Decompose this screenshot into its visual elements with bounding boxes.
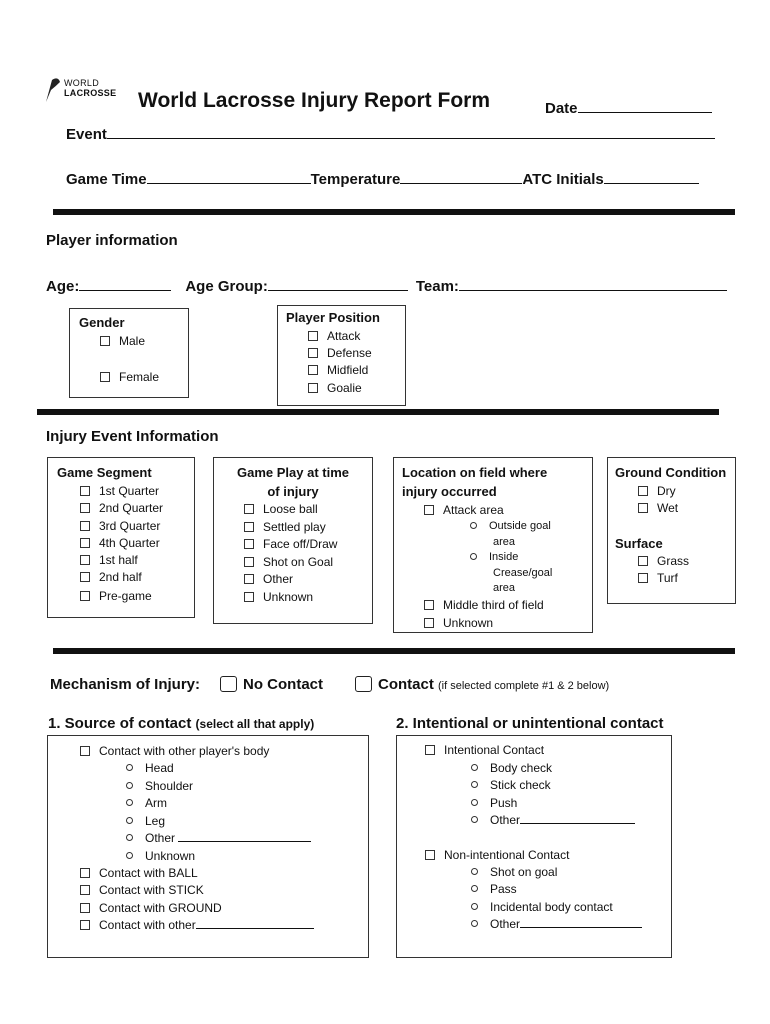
player-position-title: Player Position (286, 310, 380, 325)
radio-circle-icon[interactable] (126, 764, 133, 771)
location-title: Location on field where (402, 465, 548, 480)
gender-title: Gender (79, 315, 125, 330)
mechanism-label: Mechanism of Injury: (50, 676, 201, 693)
checkbox-icon[interactable] (80, 555, 90, 565)
ground-condition-title: Ground Condition (615, 465, 727, 480)
checkbox-icon[interactable] (308, 331, 318, 341)
gender-male-option[interactable]: Male (100, 334, 145, 348)
section-divider (53, 648, 735, 654)
age-label: Age: (46, 278, 80, 295)
segment-option[interactable]: 1st half (80, 553, 138, 567)
logo-wordmark: WORLD LACROSSE (64, 78, 117, 98)
surface-turf-option[interactable]: Turf (638, 571, 678, 585)
non-intentional-sub-option[interactable]: Incidental body contact (471, 900, 613, 914)
location-attack-option[interactable]: Attack area (424, 503, 504, 517)
source-title: 1. Source of contact (select all that apply) (48, 715, 315, 732)
position-midfield-option[interactable]: Midfield (308, 363, 368, 377)
checkbox-icon[interactable] (80, 920, 90, 930)
age-input[interactable] (79, 276, 171, 291)
checkbox-icon[interactable] (424, 600, 434, 610)
radio-circle-icon[interactable] (126, 834, 133, 841)
checkbox-icon[interactable] (80, 885, 90, 895)
radio-circle-icon[interactable] (126, 817, 133, 824)
position-goalie-option[interactable]: Goalie (308, 381, 362, 395)
surface-grass-option[interactable]: Grass (638, 554, 689, 568)
checkbox-icon[interactable] (638, 486, 648, 496)
ground-condition-box (607, 457, 736, 604)
age-group-label: Age Group: (185, 278, 268, 295)
body-part-other-option[interactable]: Other (126, 831, 311, 845)
checkbox-icon[interactable] (80, 746, 90, 756)
checkbox-icon[interactable] (638, 556, 648, 566)
player-position-box (277, 305, 406, 406)
no-contact-option[interactable]: No Contact (220, 676, 323, 693)
game-play-option[interactable]: Other (244, 572, 293, 586)
position-defense-option[interactable]: Defense (308, 346, 372, 360)
atc-initials-input[interactable] (604, 169, 699, 184)
radio-circle-icon[interactable] (471, 903, 478, 910)
location-middle-option[interactable]: Middle third of field (424, 598, 544, 612)
atc-initials-label: ATC Initials (522, 171, 604, 188)
gender-box (69, 308, 189, 398)
segment-option[interactable]: 2nd Quarter (80, 501, 163, 515)
checkbox-icon[interactable] (80, 903, 90, 913)
location-inside-crease-text: Crease/goal (493, 567, 553, 579)
intentional-sub-option[interactable]: Push (471, 796, 517, 810)
checkbox-icon[interactable] (80, 486, 90, 496)
lacrosse-stick-icon (42, 76, 64, 104)
source-ground-option[interactable]: Contact with GROUND (80, 901, 222, 915)
contact-option[interactable]: Contact (if selected complete #1 & 2 below) (355, 676, 609, 693)
checkbox-icon[interactable] (244, 522, 254, 532)
player-fields-row (46, 276, 727, 295)
section-divider (37, 409, 719, 415)
checkbox-icon[interactable] (424, 505, 434, 515)
checkbox-icon[interactable] (80, 503, 90, 513)
game-play-option[interactable]: Unknown (244, 590, 313, 604)
temperature-label: Temperature (310, 171, 401, 188)
checkbox-icon[interactable] (638, 503, 648, 513)
gender-female-option[interactable]: Female (100, 370, 159, 384)
checkbox-icon[interactable] (244, 557, 254, 567)
body-part-option[interactable]: Leg (126, 814, 165, 828)
checkbox-icon[interactable] (80, 591, 90, 601)
radio-circle-icon[interactable] (471, 885, 478, 892)
checkbox-icon[interactable] (308, 383, 318, 393)
intent-title: 2. Intentional or unintentional contact (396, 715, 664, 732)
game-segment-title: Game Segment (57, 465, 152, 480)
world-lacrosse-logo (42, 76, 124, 104)
radio-circle-icon[interactable] (470, 553, 477, 560)
team-input[interactable] (459, 276, 727, 291)
section-divider (53, 209, 735, 215)
checkbox-icon[interactable] (425, 850, 435, 860)
game-segment-box (47, 457, 195, 618)
checkbox-icon[interactable] (244, 539, 254, 549)
segment-option[interactable]: 2nd half (80, 570, 142, 584)
game-play-option[interactable]: Shot on Goal (244, 555, 333, 569)
event-label: Event (66, 126, 107, 143)
location-outside-goal-text: area (493, 536, 516, 548)
non-intentional-sub-option[interactable]: Pass (471, 882, 517, 896)
segment-option[interactable]: 4th Quarter (80, 536, 160, 550)
injury-event-heading: Injury Event Information (46, 428, 219, 445)
checkbox-icon[interactable] (425, 745, 435, 755)
ground-wet-option[interactable]: Wet (638, 501, 678, 515)
checkbox-icon[interactable] (100, 336, 110, 346)
game-play-option[interactable]: Settled play (244, 520, 326, 534)
intentional-option[interactable]: Intentional Contact (425, 743, 544, 757)
date-field[interactable] (545, 98, 712, 117)
surface-title: Surface (615, 536, 663, 551)
checkbox-icon[interactable] (638, 573, 648, 583)
source-ball-option[interactable]: Contact with BALL (80, 866, 198, 880)
intent-box (396, 735, 672, 958)
ground-dry-option[interactable]: Dry (638, 484, 676, 498)
event-field[interactable] (66, 124, 715, 143)
checkbox-icon[interactable] (244, 592, 254, 602)
intentional-sub-option[interactable]: Body check (471, 761, 552, 775)
game-time-input[interactable] (147, 169, 311, 184)
game-play-box (213, 457, 373, 624)
radio-circle-icon[interactable] (471, 764, 478, 771)
checkbox-icon[interactable] (424, 618, 434, 628)
segment-option[interactable]: 3rd Quarter (80, 519, 160, 533)
source-other-option[interactable]: Contact with other (80, 918, 314, 932)
body-part-option[interactable]: Head (126, 761, 174, 775)
checkbox-icon[interactable] (80, 521, 90, 531)
checkbox-icon[interactable] (308, 348, 318, 358)
checkbox-icon[interactable] (220, 676, 237, 692)
source-box (47, 735, 369, 958)
game-play-title: Game Play at time (237, 465, 349, 480)
non-intentional-other-option[interactable]: Other (471, 917, 642, 931)
segment-option[interactable]: 1st Quarter (80, 484, 159, 498)
body-part-option[interactable]: Shoulder (126, 779, 193, 793)
radio-circle-icon[interactable] (126, 782, 133, 789)
checkbox-icon[interactable] (244, 574, 254, 584)
checkbox-icon[interactable] (80, 572, 90, 582)
location-outside-goal-option[interactable]: Outside goal (470, 520, 551, 532)
source-player-body-option[interactable]: Contact with other player's body (80, 744, 269, 758)
radio-circle-icon[interactable] (126, 799, 133, 806)
body-part-option[interactable]: Arm (126, 796, 167, 810)
intentional-other-option[interactable]: Other (471, 813, 635, 827)
game-info-row (66, 169, 699, 188)
location-box (393, 457, 593, 633)
location-inside-crease-text: area (493, 582, 516, 594)
location-title: injury occurred (402, 484, 497, 499)
game-time-label: Game Time (66, 171, 147, 188)
checkbox-icon[interactable] (80, 868, 90, 878)
source-stick-option[interactable]: Contact with STICK (80, 883, 204, 897)
radio-circle-icon[interactable] (471, 868, 478, 875)
body-part-option[interactable]: Unknown (126, 849, 195, 863)
checkbox-icon[interactable] (244, 504, 254, 514)
location-inside-crease-option[interactable]: Inside (470, 551, 518, 563)
game-play-option[interactable]: Face off/Draw (244, 537, 337, 551)
page-title: World Lacrosse Injury Report Form (138, 89, 491, 112)
radio-circle-icon[interactable] (471, 920, 478, 927)
date-label: Date (545, 100, 578, 117)
checkbox-icon[interactable] (355, 676, 372, 692)
position-attack-option[interactable]: Attack (308, 329, 360, 343)
team-label: Team: (415, 278, 459, 295)
non-intentional-sub-option[interactable]: Shot on goal (471, 865, 557, 879)
temperature-input[interactable] (400, 169, 522, 184)
radio-circle-icon[interactable] (470, 522, 477, 529)
location-unknown-option[interactable]: Unknown (424, 616, 493, 630)
checkbox-icon[interactable] (308, 365, 318, 375)
radio-circle-icon[interactable] (471, 816, 478, 823)
checkbox-icon[interactable] (80, 538, 90, 548)
contact-note: (if selected complete #1 & 2 below) (438, 680, 610, 692)
intentional-sub-option[interactable]: Stick check (471, 778, 551, 792)
game-play-title: of injury (267, 484, 319, 499)
player-info-heading: Player information (46, 232, 178, 249)
non-intentional-option[interactable]: Non-intentional Contact (425, 848, 569, 862)
segment-option[interactable]: Pre-game (80, 589, 152, 603)
checkbox-icon[interactable] (100, 372, 110, 382)
age-group-input[interactable] (268, 276, 408, 291)
radio-circle-icon[interactable] (471, 799, 478, 806)
game-play-option[interactable]: Loose ball (244, 502, 318, 516)
radio-circle-icon[interactable] (471, 781, 478, 788)
radio-circle-icon[interactable] (126, 852, 133, 859)
